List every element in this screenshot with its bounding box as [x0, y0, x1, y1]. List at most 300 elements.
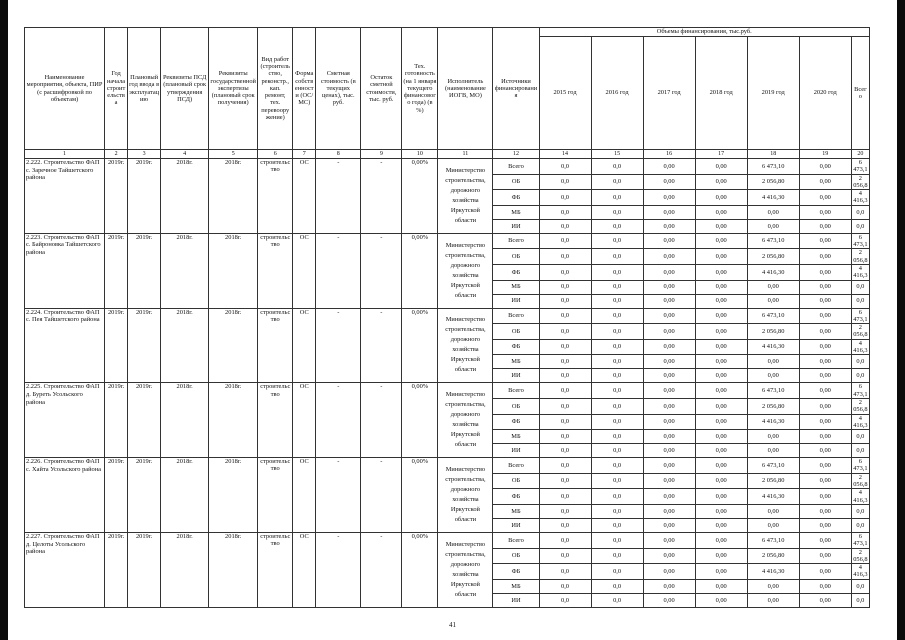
project-name: 2.225. Строительство ФАП д. Буреть Усольского района: [25, 383, 105, 458]
funding-value: 0,00: [799, 532, 851, 548]
funding-source: ОБ: [493, 548, 539, 564]
funding-value: 0,0: [591, 489, 643, 505]
funding-value: 0,00: [799, 398, 851, 414]
funding-value: 0,00: [799, 174, 851, 190]
funding-value: 0,00: [643, 518, 695, 532]
funding-value: 0,00: [799, 548, 851, 564]
table-row: [25, 233, 870, 249]
funding-value: 0,00: [747, 518, 799, 532]
funding-value: 0,0: [851, 430, 869, 444]
funding-value: 0,0: [539, 174, 591, 190]
funding-source: МБ: [493, 205, 539, 219]
funding-source: Всего: [493, 383, 539, 399]
ownership: ОС: [293, 233, 316, 308]
project-name: 2.227. Строительство ФАП д. Целоты Усольского района: [25, 532, 105, 607]
funding-value: 0,0: [539, 249, 591, 265]
column-number: 20: [851, 150, 869, 159]
funding-value: 0,00: [747, 205, 799, 219]
funding-value: 6 473,10: [747, 308, 799, 324]
funding-value: 0,00: [695, 280, 747, 294]
funding-value: 6 473,10: [747, 383, 799, 399]
estimated-cost: -: [316, 532, 361, 607]
readiness: 0,00%: [402, 159, 438, 234]
funding-value: 0,0: [591, 159, 643, 175]
funding-value: 0,00: [695, 159, 747, 175]
header-year-4: 2019 год: [747, 37, 799, 150]
funding-value: 0,0: [539, 532, 591, 548]
funding-source: Всего: [493, 308, 539, 324]
funding-source: Всего: [493, 233, 539, 249]
funding-value: 0,0: [539, 355, 591, 369]
estimated-cost: -: [316, 308, 361, 383]
funding-value: 2 056,80: [747, 398, 799, 414]
funding-value: 0,0: [539, 593, 591, 607]
remaining-cost: -: [361, 458, 402, 533]
funding-source: ОБ: [493, 473, 539, 489]
funding-value: 0,00: [695, 518, 747, 532]
funding-value: 0,00: [643, 504, 695, 518]
planned-year: 2019г.: [128, 233, 161, 308]
estimated-cost: -: [316, 383, 361, 458]
funding-value: 0,00: [799, 190, 851, 206]
funding-value: 0,00: [643, 355, 695, 369]
funding-value: 0,0: [539, 339, 591, 355]
funding-value: 0,00: [643, 532, 695, 548]
column-number: 18: [747, 150, 799, 159]
ownership: ОС: [293, 308, 316, 383]
work-type: строительство: [258, 532, 293, 607]
header-expertise-details: Реквизиты государственной экспертизы (плановый срок получения): [209, 28, 258, 150]
funding-value: 0,00: [643, 444, 695, 458]
column-number: 5: [209, 150, 258, 159]
planned-year: 2019г.: [128, 532, 161, 607]
header-year-2: 2017 год: [643, 37, 695, 150]
funding-value: 4 416,3: [853, 414, 868, 429]
funding-value: 0,00: [643, 264, 695, 280]
expertise-details: 2018г.: [209, 308, 258, 383]
work-type: строительство: [258, 233, 293, 308]
funding-value: 0,00: [695, 264, 747, 280]
column-number: 4: [161, 150, 209, 159]
funding-value: 0,00: [643, 308, 695, 324]
psd-details: 2018г.: [161, 532, 209, 607]
expertise-details: 2018г.: [209, 458, 258, 533]
funding-value: 0,00: [643, 414, 695, 430]
funding-value: 0,0: [851, 355, 869, 369]
column-number: 11: [438, 150, 493, 159]
funding-value: 0,00: [747, 280, 799, 294]
header-estimated-cost: Сметная стоимость (в текущих ценах), тыс. руб.: [316, 28, 361, 150]
funding-value: 0,0: [539, 383, 591, 399]
funding-value: 0,00: [695, 593, 747, 607]
year-start: 2019г.: [105, 383, 128, 458]
funding-value: 0,0: [539, 564, 591, 580]
year-start: 2019г.: [105, 233, 128, 308]
column-number: 2: [105, 150, 128, 159]
funding-value: 0,0: [591, 355, 643, 369]
funding-source: ИИ: [493, 294, 539, 308]
header-psd-details: Реквизиты ПСД (плановый срок утверждения ПСД): [161, 28, 209, 150]
funding-source: ИИ: [493, 518, 539, 532]
column-number: 16: [643, 150, 695, 159]
funding-value: 4 416,3: [853, 190, 868, 205]
ownership: ОС: [293, 383, 316, 458]
planned-year: 2019г.: [128, 458, 161, 533]
year-start: 2019г.: [105, 159, 128, 234]
funding-value: 0,00: [799, 280, 851, 294]
funding-value: 2 056,80: [747, 174, 799, 190]
funding-value: 0,0: [591, 414, 643, 430]
funding-value: 0,00: [747, 369, 799, 383]
funding-value: 2 056,8: [853, 548, 868, 563]
funding-value: 0,00: [643, 324, 695, 340]
remaining-cost: -: [361, 233, 402, 308]
scan-right-border: [897, 0, 905, 640]
funding-value: 0,0: [539, 414, 591, 430]
funding-value: 0,00: [799, 233, 851, 249]
funding-source: Всего: [493, 458, 539, 474]
header-executor: Исполнитель (наименование ИОГВ, МО): [438, 28, 493, 150]
funding-value: 4 416,30: [747, 564, 799, 580]
funding-value: 0,00: [799, 489, 851, 505]
estimated-cost: -: [316, 458, 361, 533]
funding-value: 0,0: [539, 190, 591, 206]
funding-value: 0,0: [591, 190, 643, 206]
table-row: [25, 532, 870, 548]
funding-value: 0,00: [643, 190, 695, 206]
estimated-cost: -: [316, 233, 361, 308]
funding-source: ИИ: [493, 593, 539, 607]
funding-value: 0,00: [747, 504, 799, 518]
header-year-start: Год начала строительства: [105, 28, 128, 150]
funding-value: 0,00: [643, 489, 695, 505]
table-row: [25, 458, 870, 474]
funding-value: 0,00: [695, 444, 747, 458]
funding-value: 0,0: [591, 548, 643, 564]
header-work-type: Вид работ (строительство, реконстр., кап. ремонт, тех. перевооружение): [258, 28, 293, 150]
psd-details: 2018г.: [161, 308, 209, 383]
executor: Министерство строительства, дорожного хозяйства Иркутской области: [438, 308, 493, 383]
column-number: 17: [695, 150, 747, 159]
funding-value: 0,00: [747, 444, 799, 458]
funding-value: 0,0: [591, 473, 643, 489]
funding-value: 0,00: [799, 159, 851, 175]
expertise-details: 2018г.: [209, 383, 258, 458]
funding-value: 0,00: [799, 579, 851, 593]
funding-value: 0,00: [643, 383, 695, 399]
funding-value: 0,00: [643, 369, 695, 383]
header-year-1: 2016 год: [591, 37, 643, 150]
funding-value: 0,0: [539, 579, 591, 593]
column-number: 14: [539, 150, 591, 159]
funding-value: 0,00: [747, 593, 799, 607]
funding-value: 2 056,8: [853, 174, 868, 189]
funding-value: 0,00: [695, 564, 747, 580]
funding-source: МБ: [493, 355, 539, 369]
readiness: 0,00%: [402, 532, 438, 607]
funding-value: 0,0: [539, 324, 591, 340]
funding-value: 0,00: [799, 369, 851, 383]
funding-value: 0,0: [539, 233, 591, 249]
funding-value: 6 473,1: [853, 532, 868, 548]
funding-value: 0,00: [747, 294, 799, 308]
header-planned-year: Плановый год ввода в эксплуатацию: [128, 28, 161, 150]
year-start: 2019г.: [105, 458, 128, 533]
funding-value: 0,0: [539, 518, 591, 532]
planned-year: 2019г.: [128, 383, 161, 458]
funding-source: ФБ: [493, 339, 539, 355]
column-number: 15: [591, 150, 643, 159]
funding-value: 0,00: [643, 579, 695, 593]
funding-value: 0,0: [591, 339, 643, 355]
funding-value: 0,0: [539, 205, 591, 219]
funding-value: 4 416,3: [853, 339, 868, 355]
funding-value: 6 473,10: [747, 159, 799, 175]
funding-source: ОБ: [493, 398, 539, 414]
header-year-5: 2020 год: [799, 37, 851, 150]
column-number: 3: [128, 150, 161, 159]
funding-value: 0,00: [799, 430, 851, 444]
funding-value: 0,00: [695, 355, 747, 369]
funding-value: 0,0: [851, 518, 869, 532]
funding-value: 0,0: [591, 264, 643, 280]
remaining-cost: -: [361, 159, 402, 234]
funding-value: 0,0: [591, 518, 643, 532]
funding-source: МБ: [493, 579, 539, 593]
funding-value: 0,0: [539, 473, 591, 489]
funding-value: 0,0: [591, 593, 643, 607]
funding-value: 0,0: [851, 579, 869, 593]
project-name: 2.226. Строительство ФАП с. Хайта Усольского района: [25, 458, 105, 533]
header-sources: Источники финансирования: [493, 28, 539, 150]
funding-value: 0,00: [643, 294, 695, 308]
funding-value: 0,0: [539, 504, 591, 518]
funding-source: ФБ: [493, 264, 539, 280]
page-number: 41: [449, 621, 456, 629]
funding-value: 0,00: [695, 308, 747, 324]
funding-value: 0,0: [539, 264, 591, 280]
funding-value: 4 416,30: [747, 190, 799, 206]
funding-value: 0,0: [851, 369, 869, 383]
funding-value: 0,0: [539, 489, 591, 505]
funding-value: 0,00: [695, 324, 747, 340]
funding-value: 6 473,10: [747, 233, 799, 249]
funding-value: 0,0: [591, 219, 643, 233]
funding-value: 0,0: [851, 504, 869, 518]
funding-value: 0,00: [695, 383, 747, 399]
funding-value: 6 473,1: [853, 308, 868, 323]
planned-year: 2019г.: [128, 159, 161, 234]
funding-value: 0,00: [695, 489, 747, 505]
funding-value: 0,00: [695, 548, 747, 564]
work-type: строительство: [258, 159, 293, 234]
funding-value: 0,0: [591, 532, 643, 548]
funding-value: 0,00: [643, 339, 695, 355]
executor: Министерство строительства, дорожного хозяйства Иркутской области: [438, 233, 493, 308]
work-type: строительство: [258, 308, 293, 383]
readiness: 0,00%: [402, 308, 438, 383]
column-number: 1: [25, 150, 105, 159]
funding-source: МБ: [493, 280, 539, 294]
funding-value: 0,00: [747, 579, 799, 593]
funding-value: 0,00: [799, 324, 851, 340]
funding-value: 0,00: [695, 504, 747, 518]
work-type: строительство: [258, 383, 293, 458]
header-year-3: 2018 год: [695, 37, 747, 150]
funding-source: ОБ: [493, 174, 539, 190]
funding-value: 0,00: [799, 219, 851, 233]
funding-value: 0,00: [799, 355, 851, 369]
funding-value: 6 473,1: [853, 233, 868, 249]
header-readiness: Тех. готовность (на 1 января текущего финансового года) (в %): [402, 28, 438, 150]
funding-source: ФБ: [493, 489, 539, 505]
planned-year: 2019г.: [128, 308, 161, 383]
funding-value: 0,00: [643, 219, 695, 233]
psd-details: 2018г.: [161, 159, 209, 234]
funding-value: 0,0: [539, 308, 591, 324]
funding-value: 0,00: [643, 593, 695, 607]
funding-value: 0,00: [799, 444, 851, 458]
psd-details: 2018г.: [161, 383, 209, 458]
funding-value: 6 473,1: [853, 458, 868, 473]
funding-value: 0,00: [799, 308, 851, 324]
funding-value: 0,0: [591, 280, 643, 294]
funding-source: Всего: [493, 159, 539, 175]
funding-value: 0,00: [799, 593, 851, 607]
funding-source: ФБ: [493, 414, 539, 430]
funding-value: 0,0: [539, 548, 591, 564]
funding-value: 0,0: [539, 398, 591, 414]
funding-value: 0,0: [591, 579, 643, 593]
funding-value: 0,00: [799, 249, 851, 265]
funding-value: 0,00: [799, 414, 851, 430]
funding-value: 0,00: [643, 473, 695, 489]
column-number: 9: [361, 150, 402, 159]
funding-value: 0,00: [695, 579, 747, 593]
funding-value: 0,00: [695, 233, 747, 249]
remaining-cost: -: [361, 308, 402, 383]
funding-value: 0,00: [695, 219, 747, 233]
expertise-details: 2018г.: [209, 233, 258, 308]
column-number: 8: [316, 150, 361, 159]
funding-value: 0,0: [591, 369, 643, 383]
readiness: 0,00%: [402, 458, 438, 533]
funding-value: 0,00: [799, 564, 851, 580]
funding-value: 0,0: [591, 383, 643, 399]
column-number: 6: [258, 150, 293, 159]
header-remaining-cost: Остаток сметной стоимости, тыс. руб.: [361, 28, 402, 150]
funding-value: 0,00: [747, 430, 799, 444]
funding-value: 0,00: [799, 205, 851, 219]
funding-value: 0,00: [695, 294, 747, 308]
funding-value: 0,0: [539, 159, 591, 175]
funding-value: 0,00: [695, 249, 747, 265]
funding-value: 0,0: [591, 249, 643, 265]
funding-value: 0,00: [695, 174, 747, 190]
funding-value: 0,00: [695, 458, 747, 474]
funding-value: 4 416,30: [747, 414, 799, 430]
funding-value: 4 416,3: [853, 489, 868, 504]
funding-value: 0,00: [799, 518, 851, 532]
funding-value: 0,00: [799, 383, 851, 399]
funding-value: 0,00: [643, 548, 695, 564]
funding-value: 0,00: [799, 504, 851, 518]
funding-value: 6 473,1: [853, 159, 868, 174]
psd-details: 2018г.: [161, 233, 209, 308]
funding-value: 0,0: [591, 324, 643, 340]
funding-value: 2 056,80: [747, 473, 799, 489]
funding-value: 0,00: [643, 280, 695, 294]
readiness: 0,00%: [402, 233, 438, 308]
executor: Министерство строительства, дорожного хозяйства Иркутской области: [438, 159, 493, 234]
project-name: 2.224. Строительство ФАП с. Пея Тайшетского района: [25, 308, 105, 383]
funding-source: МБ: [493, 504, 539, 518]
estimated-cost: -: [316, 159, 361, 234]
funding-value: 0,0: [591, 205, 643, 219]
funding-value: 0,0: [591, 398, 643, 414]
funding-value: 6 473,10: [747, 458, 799, 474]
expertise-details: 2018г.: [209, 532, 258, 607]
funding-value: 0,00: [643, 233, 695, 249]
remaining-cost: -: [361, 532, 402, 607]
funding-value: 0,00: [799, 458, 851, 474]
funding-value: 0,0: [591, 233, 643, 249]
funding-value: 0,00: [643, 564, 695, 580]
funding-value: 0,00: [643, 205, 695, 219]
funding-value: 2 056,8: [853, 473, 868, 489]
funding-value: 0,0: [851, 593, 869, 607]
funding-value: 0,00: [695, 430, 747, 444]
funding-source: Всего: [493, 532, 539, 548]
funding-value: 0,00: [695, 414, 747, 430]
funding-value: 0,00: [643, 174, 695, 190]
funding-value: 0,0: [539, 430, 591, 444]
funding-value: 0,00: [695, 339, 747, 355]
readiness: 0,00%: [402, 383, 438, 458]
ownership: ОС: [293, 532, 316, 607]
funding-value: 4 416,30: [747, 339, 799, 355]
executor: Министерство строительства, дорожного хозяйства Иркутской области: [438, 383, 493, 458]
funding-value: 0,00: [799, 264, 851, 280]
funding-value: 4 416,3: [853, 264, 868, 280]
funding-value: 0,0: [591, 430, 643, 444]
funding-value: 0,00: [695, 532, 747, 548]
funding-source: МБ: [493, 430, 539, 444]
funding-value: 0,0: [591, 174, 643, 190]
funding-source: ИИ: [493, 219, 539, 233]
funding-value: 0,0: [539, 294, 591, 308]
funding-value: 0,00: [747, 355, 799, 369]
funding-value: 0,0: [851, 280, 869, 294]
funding-value: 2 056,80: [747, 548, 799, 564]
funding-value: 0,0: [539, 369, 591, 383]
header-year-0: 2015 год: [539, 37, 591, 150]
funding-value: 0,00: [643, 430, 695, 444]
funding-value: 2 056,8: [853, 398, 868, 414]
table-row: [25, 383, 870, 399]
funding-value: 0,00: [643, 458, 695, 474]
funding-value: 0,0: [591, 308, 643, 324]
funding-value: 2 056,80: [747, 324, 799, 340]
header-name: Наименование мероприятия, объекта, ПИР (с расшифровкой по объектам): [25, 28, 105, 150]
funding-value: 0,00: [799, 294, 851, 308]
column-number: 7: [293, 150, 316, 159]
year-start: 2019г.: [105, 308, 128, 383]
funding-value: 2 056,8: [853, 324, 868, 339]
column-number: 19: [799, 150, 851, 159]
funding-value: 4 416,30: [747, 264, 799, 280]
funding-source: ИИ: [493, 444, 539, 458]
